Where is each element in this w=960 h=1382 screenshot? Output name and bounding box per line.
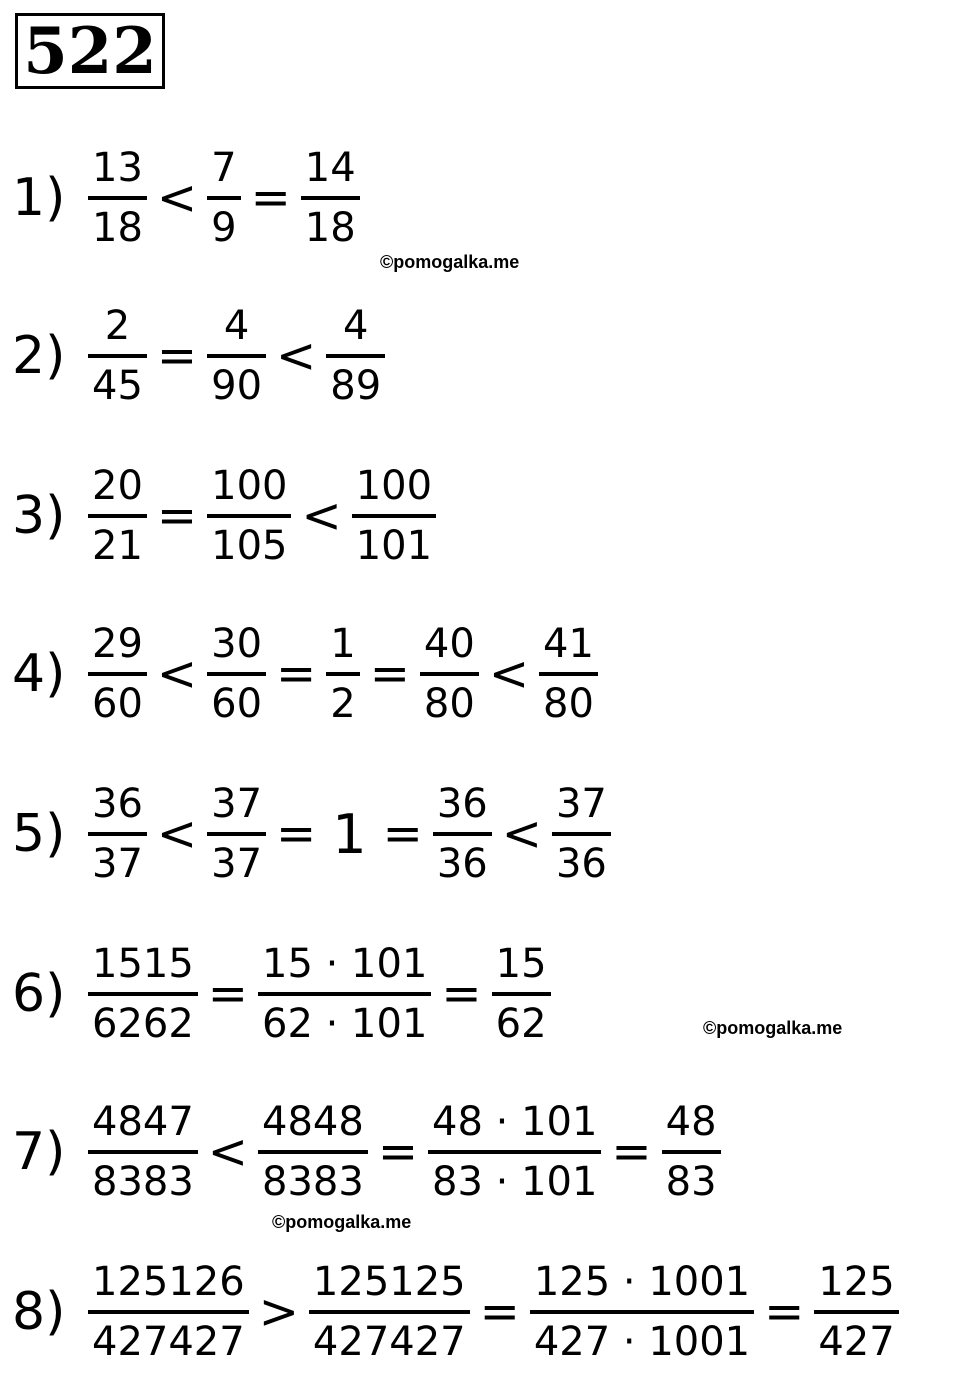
item-label: 4)	[12, 644, 66, 704]
fraction-bar	[428, 1150, 601, 1154]
solution-line	[12, 451, 436, 581]
numerator: 48 · 101	[432, 1099, 598, 1145]
fraction-bar	[88, 992, 198, 996]
solution-line	[12, 291, 385, 421]
fraction-bar	[207, 514, 291, 518]
relation-sign: =	[377, 1124, 419, 1180]
numerator: 125	[818, 1259, 895, 1305]
fraction	[88, 780, 147, 888]
numerator: 4848	[262, 1099, 364, 1145]
denominator: 6262	[92, 1001, 194, 1047]
watermark: ©pomogalka.me	[272, 1212, 412, 1232]
numerator: 37	[211, 781, 263, 827]
relation-sign: >	[258, 1284, 299, 1340]
relation-sign: <	[156, 806, 198, 862]
fraction	[207, 780, 266, 888]
solution-line	[12, 1247, 899, 1377]
fraction-bar	[326, 672, 359, 676]
numerator: 15 · 101	[262, 941, 428, 987]
fraction-bar	[530, 1310, 754, 1314]
item-label: 5)	[12, 804, 66, 864]
fraction-bar	[301, 196, 360, 200]
fraction-bar	[88, 514, 147, 518]
solution-line	[12, 929, 551, 1059]
numerator: 40	[423, 621, 475, 667]
fraction	[88, 144, 147, 252]
relation-sign: =	[156, 488, 198, 544]
relation-sign: =	[382, 806, 423, 862]
fraction-bar	[662, 1150, 721, 1154]
item-label: 3)	[12, 486, 66, 546]
denominator: 105	[211, 523, 288, 569]
relation-sign: <	[276, 328, 317, 384]
item-label: 8)	[12, 1282, 66, 1342]
fraction	[433, 780, 492, 888]
fraction	[207, 620, 266, 728]
denominator: 8383	[262, 1159, 364, 1205]
numerator: 4	[342, 303, 369, 349]
item-label: 6)	[12, 964, 66, 1024]
fraction-bar	[88, 832, 147, 836]
relation-sign: =	[207, 966, 249, 1022]
relation-sign: =	[156, 328, 198, 384]
fraction	[326, 302, 385, 410]
fraction	[88, 1098, 198, 1206]
numerator: 125125	[312, 1259, 466, 1305]
fraction	[88, 1258, 249, 1366]
numerator: 48	[665, 1099, 717, 1145]
solution-line	[12, 769, 611, 899]
denominator: 45	[92, 363, 143, 409]
fraction	[301, 144, 360, 252]
fraction-bar	[352, 514, 436, 518]
denominator: 89	[330, 363, 382, 409]
numerator: 14	[304, 145, 356, 191]
numerator: 100	[211, 463, 288, 509]
fraction-bar	[420, 672, 479, 676]
fraction-bar	[88, 354, 147, 358]
fraction	[539, 620, 598, 728]
fraction	[207, 302, 266, 410]
denominator: 18	[304, 205, 356, 251]
fraction	[88, 940, 198, 1048]
denominator: 62	[495, 1001, 547, 1047]
numerator: 4847	[92, 1099, 194, 1145]
item-label: 2)	[12, 326, 66, 386]
fraction	[258, 940, 431, 1048]
denominator: 101	[355, 523, 433, 569]
fraction-bar	[88, 196, 147, 200]
numerator: 4	[223, 303, 250, 349]
denominator: 427427	[92, 1319, 245, 1365]
whole-number: 1	[332, 802, 367, 866]
fraction	[492, 940, 551, 1048]
numerator: 7	[211, 145, 237, 191]
denominator: 427 · 1001	[533, 1319, 751, 1365]
solution-line	[12, 609, 598, 739]
fraction	[420, 620, 479, 728]
solution-line	[12, 1087, 721, 1217]
denominator: 427427	[312, 1319, 466, 1365]
denominator: 8383	[92, 1159, 194, 1205]
numerator: 41	[543, 621, 594, 667]
fraction-bar	[539, 672, 598, 676]
fraction-bar	[207, 196, 240, 200]
fraction-bar	[309, 1310, 470, 1314]
item-label: 1)	[12, 168, 66, 228]
denominator: 2	[330, 681, 356, 727]
denominator: 80	[543, 681, 594, 727]
fraction	[662, 1098, 721, 1206]
numerator: 1	[330, 621, 356, 667]
numerator: 13	[92, 145, 143, 191]
fraction	[352, 462, 436, 570]
fraction-bar	[88, 1150, 198, 1154]
fraction-bar	[258, 1150, 368, 1154]
numerator: 100	[355, 463, 433, 509]
denominator: 90	[211, 363, 263, 409]
relation-sign: <	[301, 488, 342, 544]
fraction-bar	[814, 1310, 898, 1314]
fraction-bar	[88, 1310, 249, 1314]
relation-sign: =	[441, 966, 482, 1022]
fraction	[88, 462, 147, 570]
fraction-bar	[207, 832, 266, 836]
fraction	[428, 1098, 601, 1206]
numerator: 29	[92, 621, 143, 667]
denominator: 37	[211, 841, 263, 887]
denominator: 83	[665, 1159, 717, 1205]
fraction-bar	[433, 832, 492, 836]
item-label: 7)	[12, 1122, 66, 1182]
solution-line	[12, 133, 360, 263]
denominator: 60	[92, 681, 143, 727]
fraction	[207, 144, 240, 252]
relation-sign: =	[276, 806, 317, 862]
fraction-bar	[207, 354, 266, 358]
fraction-bar	[326, 354, 385, 358]
fraction	[258, 1098, 368, 1206]
relation-sign: <	[156, 646, 198, 702]
numerator: 20	[92, 463, 143, 509]
denominator: 36	[436, 841, 488, 887]
relation-sign: <	[207, 1124, 249, 1180]
numerator: 36	[436, 781, 488, 827]
relation-sign: =	[764, 1284, 805, 1340]
denominator: 9	[211, 205, 237, 251]
numerator: 15	[495, 941, 547, 987]
denominator: 60	[211, 681, 263, 727]
fraction	[552, 780, 611, 888]
numerator: 30	[211, 621, 263, 667]
relation-sign: =	[276, 646, 317, 702]
relation-sign: =	[479, 1284, 520, 1340]
fraction	[88, 620, 147, 728]
denominator: 37	[92, 841, 143, 887]
relation-sign: <	[501, 806, 542, 862]
denominator: 83 · 101	[432, 1159, 598, 1205]
numerator: 125 · 1001	[533, 1259, 751, 1305]
fraction	[814, 1258, 898, 1366]
fraction	[309, 1258, 470, 1366]
denominator: 80	[423, 681, 475, 727]
denominator: 18	[92, 205, 143, 251]
fraction	[88, 302, 147, 410]
relation-sign: =	[369, 646, 410, 702]
fraction-bar	[207, 672, 266, 676]
denominator: 36	[555, 841, 607, 887]
problem-number: 522	[15, 13, 165, 89]
fraction-bar	[492, 992, 551, 996]
numerator: 1515	[92, 941, 194, 987]
fraction	[207, 462, 291, 570]
denominator: 62 · 101	[262, 1001, 428, 1047]
watermark: ©pomogalka.me	[703, 1018, 843, 1038]
fraction	[530, 1258, 754, 1366]
numerator: 2	[104, 303, 131, 349]
denominator: 21	[92, 523, 143, 569]
fraction-bar	[88, 672, 147, 676]
numerator: 36	[92, 781, 143, 827]
fraction	[326, 620, 359, 728]
relation-sign: <	[488, 646, 530, 702]
numerator: 37	[555, 781, 607, 827]
relation-sign: =	[250, 170, 291, 226]
fraction-bar	[552, 832, 611, 836]
fraction-bar	[258, 992, 431, 996]
numerator: 125126	[92, 1259, 245, 1305]
relation-sign: =	[611, 1124, 652, 1180]
denominator: 427	[818, 1319, 895, 1365]
relation-sign: <	[156, 170, 198, 226]
watermark: ©pomogalka.me	[380, 252, 520, 272]
